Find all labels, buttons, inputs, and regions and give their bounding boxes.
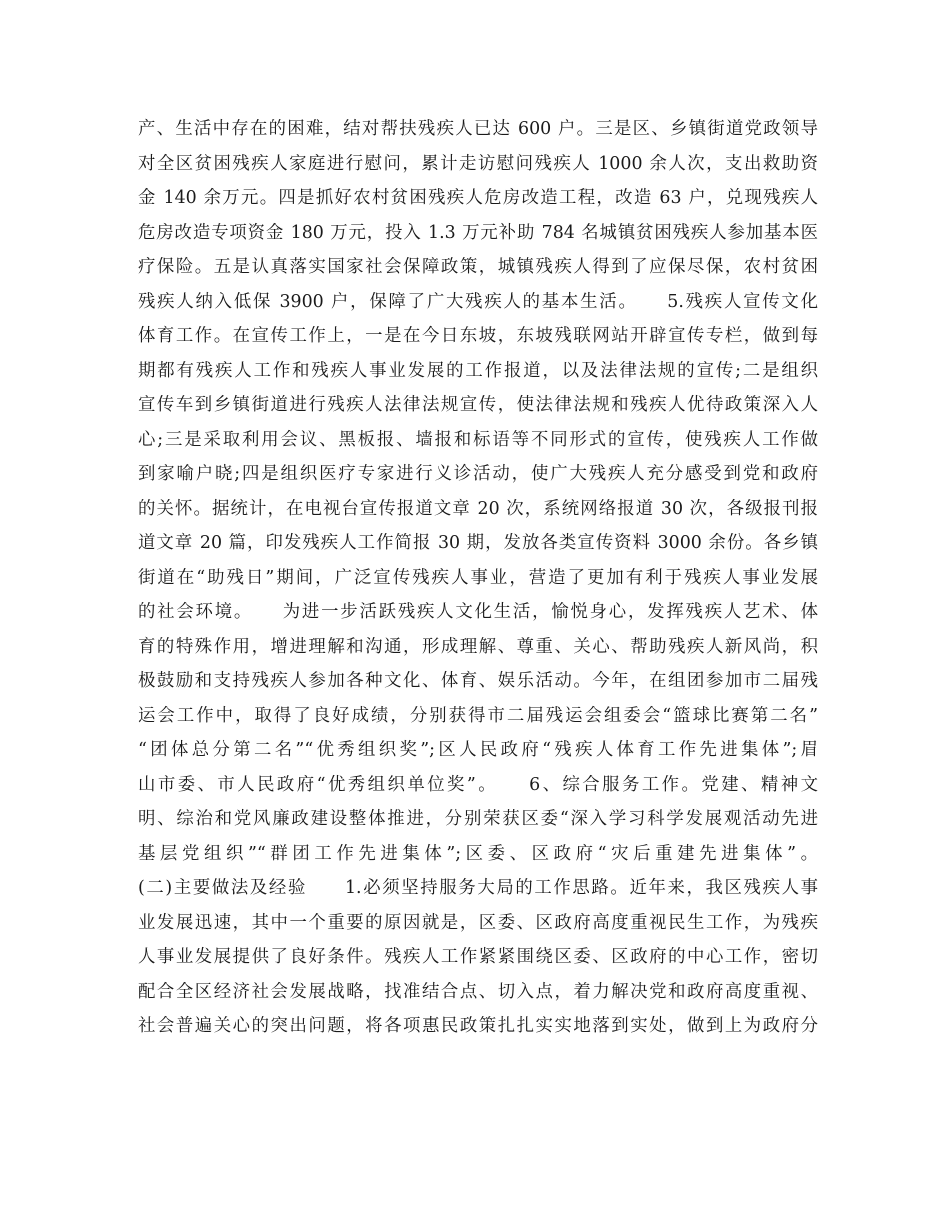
text-line: 道文章 20 篇，印发残疾人工作简报 30 期，发放各类宣传资料 3000 余份。各乡镇 xyxy=(138,533,818,553)
text-line: (二)主要做法及经验 1.必须坚持服务大局的工作思路。近年来，我区残疾人事 xyxy=(138,878,818,898)
text-line: 体育工作。在宣传工作上，一是在今日东坡，东坡残联网站开辟宣传专栏，做到每 xyxy=(138,326,818,346)
text-line: 金 140 余万元。四是抓好农村贫困残疾人危房改造工程，改造 63 户，兑现残疾人 xyxy=(138,188,818,208)
text-line: 期都有残疾人工作和残疾人事业发展的工作报道，以及法律法规的宣传;二是组织 xyxy=(138,360,818,381)
text-line: 运会工作中，取得了良好成绩，分别获得市二届残运会组委会“篮球比赛第二名” xyxy=(138,705,818,726)
text-line: 的关怀。据统计，在电视台宣传报道文章 20 次，系统网络报道 30 次，各级报刊报 xyxy=(138,498,818,519)
text-line: 残疾人纳入低保 3900 户，保障了广大残疾人的基本生活。 5.残疾人宣传文化 xyxy=(138,291,818,312)
text-line: 到家喻户晓;四是组织医疗专家进行义诊活动，使广大残疾人充分感受到党和政府 xyxy=(138,464,818,484)
text-line: 产、生活中存在的困难，结对帮扶残疾人已达 600 户。三是区、乡镇街道党政领导 xyxy=(138,119,818,139)
text-line: 的社会环境。 为进一步活跃残疾人文化生活，愉悦身心，发挥残疾人艺术、体 xyxy=(138,602,818,622)
text-line: 对全区贫困残疾人家庭进行慰问，累计走访慰问残疾人 1000 余人次，支出救助资 xyxy=(138,153,818,174)
text-line: 宣传车到乡镇街道进行残疾人法律法规宣传，使法律法规和残疾人优待政策深入人 xyxy=(138,395,818,415)
text-line: 业发展迅速，其中一个重要的原因就是，区委、区政府高度重视民生工作，为残疾 xyxy=(138,912,818,933)
text-line: 极鼓励和支持残疾人参加各种文化、体育、娱乐活动。今年，在组团参加市二届残 xyxy=(138,671,818,691)
text-line: “团体总分第二名”“优秀组织奖”;区人民政府“残疾人体育工作先进集体”;眉 xyxy=(138,740,818,760)
text-line: 街道在“助残日”期间，广泛宣传残疾人事业，营造了更加有利于残疾人事业发展 xyxy=(138,567,818,588)
text-line: 育的特殊作用，增进理解和沟通，形成理解、尊重、关心、帮助残疾人新风尚，积 xyxy=(138,636,818,657)
text-line: 心;三是采取利用会议、黑板报、墙报和标语等不同形式的宣传，使残疾人工作做 xyxy=(138,429,818,450)
text-line: 人事业发展提供了良好条件。残疾人工作紧紧围绕区委、区政府的中心工作，密切 xyxy=(138,947,818,967)
body-text xyxy=(138,112,818,1044)
text-line: 明、综治和党风廉政建设整体推进，分别荣获区委“深入学习科学发展观活动先进 xyxy=(138,809,818,829)
text-line: 疗保险。五是认真落实国家社会保障政策，城镇残疾人得到了应保尽保，农村贫困 xyxy=(138,257,818,277)
text-line: 基层党组织”“群团工作先进集体”;区委、区政府“灾后重建先进集体”。 xyxy=(138,843,818,864)
text-line: 危房改造专项资金 180 万元，投入 1.3 万元补助 784 名城镇贫困残疾人参加基本医 xyxy=(138,222,818,243)
text-line: 社会普遍关心的突出问题，将各项惠民政策扎扎实实地落到实处，做到上为政府分 xyxy=(138,1016,818,1036)
text-line: 山市委、市人民政府“优秀组织单位奖”。 6、综合服务工作。党建、精神文 xyxy=(138,774,818,795)
text-line: 配合全区经济社会发展战略，找准结合点、切入点，着力解决党和政府高度重视、 xyxy=(138,981,818,1002)
